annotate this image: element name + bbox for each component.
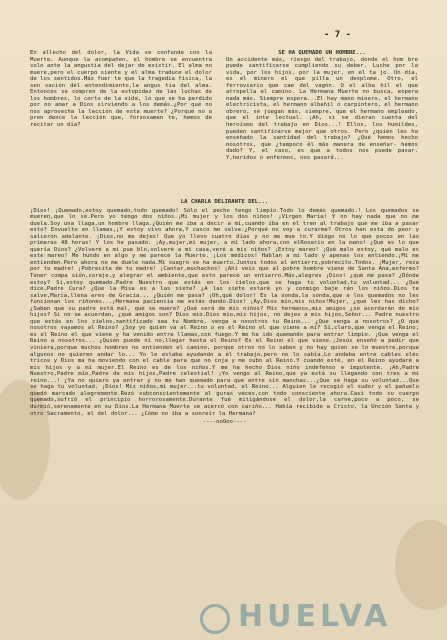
end-mark: ----ooOoo---- xyxy=(202,419,247,426)
section-title: LA CHARLA DELIRANTE DEL... xyxy=(180,199,269,205)
right-column-text: Un accidente más, riesgo del trabajo, donde el hom bre puede santificarse cumpliendo su deber. Luche por la vida, por los hijos, por la mujer, en el ta jo. Un día, es el minero el que pilla un desplome. Otro, el ferroviario que cae del vagón. O el alba ñil el que atropella el camino. La Hermana Muerte no busca, espera nada más. Siempre espera...El hay mano minero, el hermano electricista, el hermano albañil o carpintero, el hermano obrero, se juegan más, siempre, que el hermano empleado, que el inte lectual. ¡Ah, si se dieran cuenta del heroísmo del trabajo en Dios...! Ellos, los humildes, pueden santificarse mejor que otros. Pero ¿quién les ha enseñado la santidad del trabajo? ¿Qué hemos hecho nosotros, que ¿tampoco él más manera de enseñar- hemos dado? Y, el caso, es que a todos nos puede pasar. Y,heridos o enfermos, nos pasará... xyxy=(226,56,418,161)
right-column xyxy=(226,50,418,161)
article-heading: SE HA QUEMADO UN HOMBRE... xyxy=(278,50,366,56)
archive-watermark: HUELVA xyxy=(238,599,392,634)
main-article xyxy=(30,199,419,426)
left-column-text: En allecho del dolor, la Vida se confunde con la Muerte. Aunque la acompañen, el hombre se encuentra solo ante la angustia del dejar de existir. El alma no muere,pero el cuerpo siente y el alma traduce el dolor de los sentidos.Más fuer te que la tragedia física, la sen sación del entendimiento,la angus tia del alma. Entonces se compren de la estupidez de las luchas de los hombres, lo corto de la vida, lo que se ha perdido por no amar a Dios sirviendo a los demás.¿Por qué no nos aprovecha la lección de esta muerte? ¿Porqué no a pren dence la lección que, forzosamen te, hemos de recitar un día? xyxy=(30,50,212,129)
article-body: ¡Dios! ¡Quemado,estoy quemado,todo quemado! Sólo el pecho tengo limpio.Todo lo demás quemado.! Los quemados se mueren,que lo sé.Pero yo tengo dos niños.¡Mi mujer y los dos niños! ¡Virgen María! Y no hay nada que no me duela.Soy una llaga,un hombre llaga.¿Quién me iba a decir a mí,cuando iba en el tren al trabajo que me iba a pasar esto? Envuelto en llamas,¡Y estoy vivo ahora,Y casco me salve.¿Porqué no voy a curarme? Otros han esta do peor y salieron adelante. ¡Dios,no me dejes! Que yo llevo cuatro días y no me mue to.Y diego no lo que pocos en las primeras 48 horas! Y los he pasado. ¡Ay,mujer,mi mujer, a mi lado ahora,con elRosario en la mano! ¿Qué es lo que quería Dios? ¿Volveré a mi pue blo,volveré a mi casa,veré a mis niños? ¡Estoy mareo! ¡Qué malo estoy, qué malo es este mareo! Me hundo en algo y me parece la Muerte. ¡Los médicos! Hablan a mi lado y apenas los entiendo.¡Mi me entienden.Pero ahora no me duele nada.Mi suegro se ha muerto.Juntos todos al entierro,pobrecito.Todos. ¡Mujer, reza por tu madre! ¡Pobrecita de tu madre! ¡Cantar,muchachos! ¡Ahí veis que al pobre hombre viene de Santa Ana,enfermo? Tener compa sión,coraje,y alegrar el ambiente,que esto parece un entierro.Más,alegres ¡Dios! ¿qué me pasa? ¿Dónde estoy? Si,estoy quemado.Padre Nuestro que estás en los cielos,que se haga tu voluntad,tu voluntad... ¿Qué dice,Padre Cura? ¿Que la Misa es a las siete? ¿A las siete estaré yo y conmigo baje rán los niños.Dios te salve,María,llena eres de Gracia... ¿Quién me pasa? ¡Oh,qué dolor! Es la sonda,la sonda,que a los quemados no les funcionan los riñones...¡Hermana paciencia me estás dando.Dios! ¡Ay,Dios mío,mis niños!Mujer, ¿qué les has dicho? ¿Saben que su padre está mal, que se muere? ¿Qué será de mis niños? Mis hermanos,mis amigos ¿se acordarán de mis hijos? Si no se acuerdan, ¿qué amigos son? Dios mío,Dios mío,mis hijos, no dejes a mis hijos,Señor... Padre nuestro que estás en los cielos,santificado sea tu Nombre, venga a nosotros tu Reino... ¿Que venga a nosotros? ¿O que nosotros vayamos al Reino? ¿Soy yo quien va al Reino o es el Reino el que viene a mí? Sí,claro,que venga el Reino; es el Reino el que viene y ha venido entre llamas,con fuego.Y me ha ido quemando para entrar limpio. ¡Que venga el Reino a nosotros... ¿Quién puede ni no,llegar hasta el Reino? Es el Reino el que viene.¡Jesús enseñó a pedir que viniera,porque muchos hombres no entienden el camino, porque otros no lo saben y no hay quien se lo muestre,porque algunos no quieren andar lo... Yo le estaba ayudando a él trabajo,pero no lo sabía.Lo andaba entre cables eléc tricos y Dios ma ha moviendo con el cable para que no coja y me subo al Reino.Y cuando esté, en el Reino ayudaré a mis hijos y a mi mujer.El Reino es de los niños.Y me ha hecho Dios niño indefenso e impotente. ¡Ah,Padre Nuestro,Padre mío,Padre de mis hijos,Padre celestial! ¡Yo vengo al Reino,que ya está su llegando con tres a mi reino...! ¿Ya no quiero ya entrar y no me han quemado para que entre sin manchas...¿Que se haga su voluntad...Que se haga tu voluntad. ¡Dios! Mis niños,mi mujer...tu voluntad, el Reino... Alguien le recogió el sudor y el pañuelo quedó marcado alegremente.Rezó subconscientemente al guras veces,con todo consciente ahora.Casi todo su cuerpo quemado,sufrió el principio horrorosamente.Durante fué mitigándose el dolor,la carne,poco a poco, se durmió,serenamente en su Dios.La Hermana Muerte se acercó con cariño... Había recibido a Cristo, la Unción Santa y otro Sacramento, el del dolor... ¿Cómo no iba a sonreír la Hermana? xyxy=(30,207,419,417)
page-number: - 7 - xyxy=(323,30,351,40)
paper-stain xyxy=(395,520,447,610)
watermark-seal-icon xyxy=(200,604,230,634)
